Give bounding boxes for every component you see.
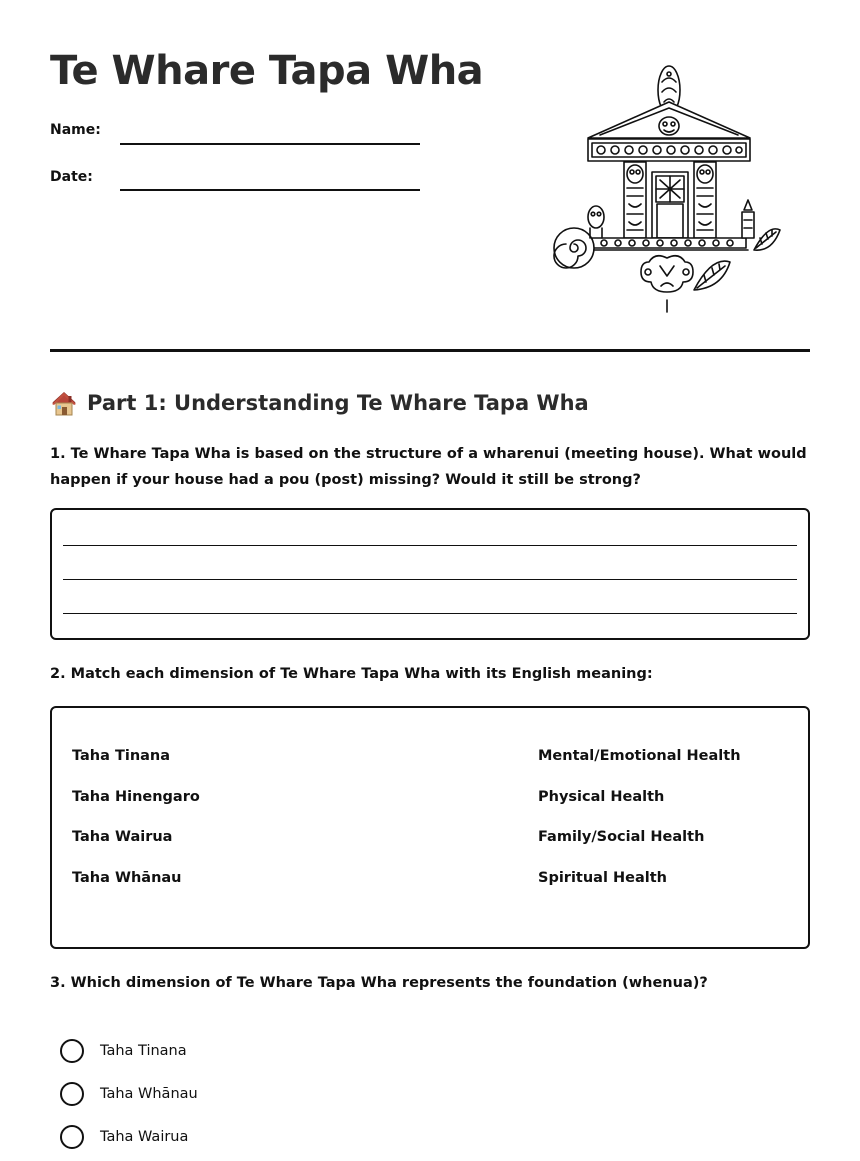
date-label: Date: [50, 169, 93, 185]
question-2-text: 2. Match each dimension of Te Whare Tapa Wha with its English meaning: [50, 666, 653, 682]
wharenui-illustration-icon [548, 62, 784, 318]
question-1-answer-box[interactable] [50, 508, 810, 640]
question-3-option[interactable] [60, 1125, 188, 1149]
radio-button[interactable] [60, 1039, 84, 1063]
section-divider [50, 349, 810, 352]
page-title: Te Whare Tapa Wha [50, 48, 484, 94]
radio-button[interactable] [60, 1082, 84, 1106]
match-left-item[interactable]: Taha Whānau [72, 870, 182, 886]
question-2-matching-box [50, 706, 810, 949]
question-1-text: 1. Te Whare Tapa Wha is based on the structure of a wharenui (meeting house). What would happen if your house had a pou (post) missing? Would it still be strong? [50, 446, 807, 488]
match-right-item[interactable]: Mental/Emotional Health [538, 748, 741, 764]
match-right-item[interactable]: Physical Health [538, 789, 665, 805]
option-label: Taha Whānau [100, 1086, 198, 1102]
match-left-item[interactable]: Taha Hinengaro [72, 789, 200, 805]
answer-line [63, 579, 797, 580]
date-field[interactable] [120, 189, 420, 191]
name-label: Name: [50, 122, 101, 138]
name-field[interactable] [120, 143, 420, 145]
house-emoji-icon [50, 389, 78, 417]
question-3-text: 3. Which dimension of Te Whare Tapa Wha represents the foundation (whenua)? [50, 975, 708, 991]
match-right-item[interactable]: Spiritual Health [538, 870, 667, 886]
radio-button[interactable] [60, 1125, 84, 1149]
answer-line [63, 613, 797, 614]
question-3-option[interactable] [60, 1082, 198, 1106]
question-3-option[interactable] [60, 1039, 187, 1063]
match-left-item[interactable]: Taha Wairua [72, 829, 173, 845]
match-left-item[interactable]: Taha Tinana [72, 748, 171, 764]
answer-line [63, 545, 797, 546]
option-label: Taha Wairua [100, 1129, 189, 1145]
section-title-text: Part 1: Understanding Te Whare Tapa Wha [87, 391, 589, 415]
option-label: Taha Tinana [100, 1043, 187, 1059]
match-right-item[interactable]: Family/Social Health [538, 829, 705, 845]
section-title-part-1 [50, 389, 589, 417]
